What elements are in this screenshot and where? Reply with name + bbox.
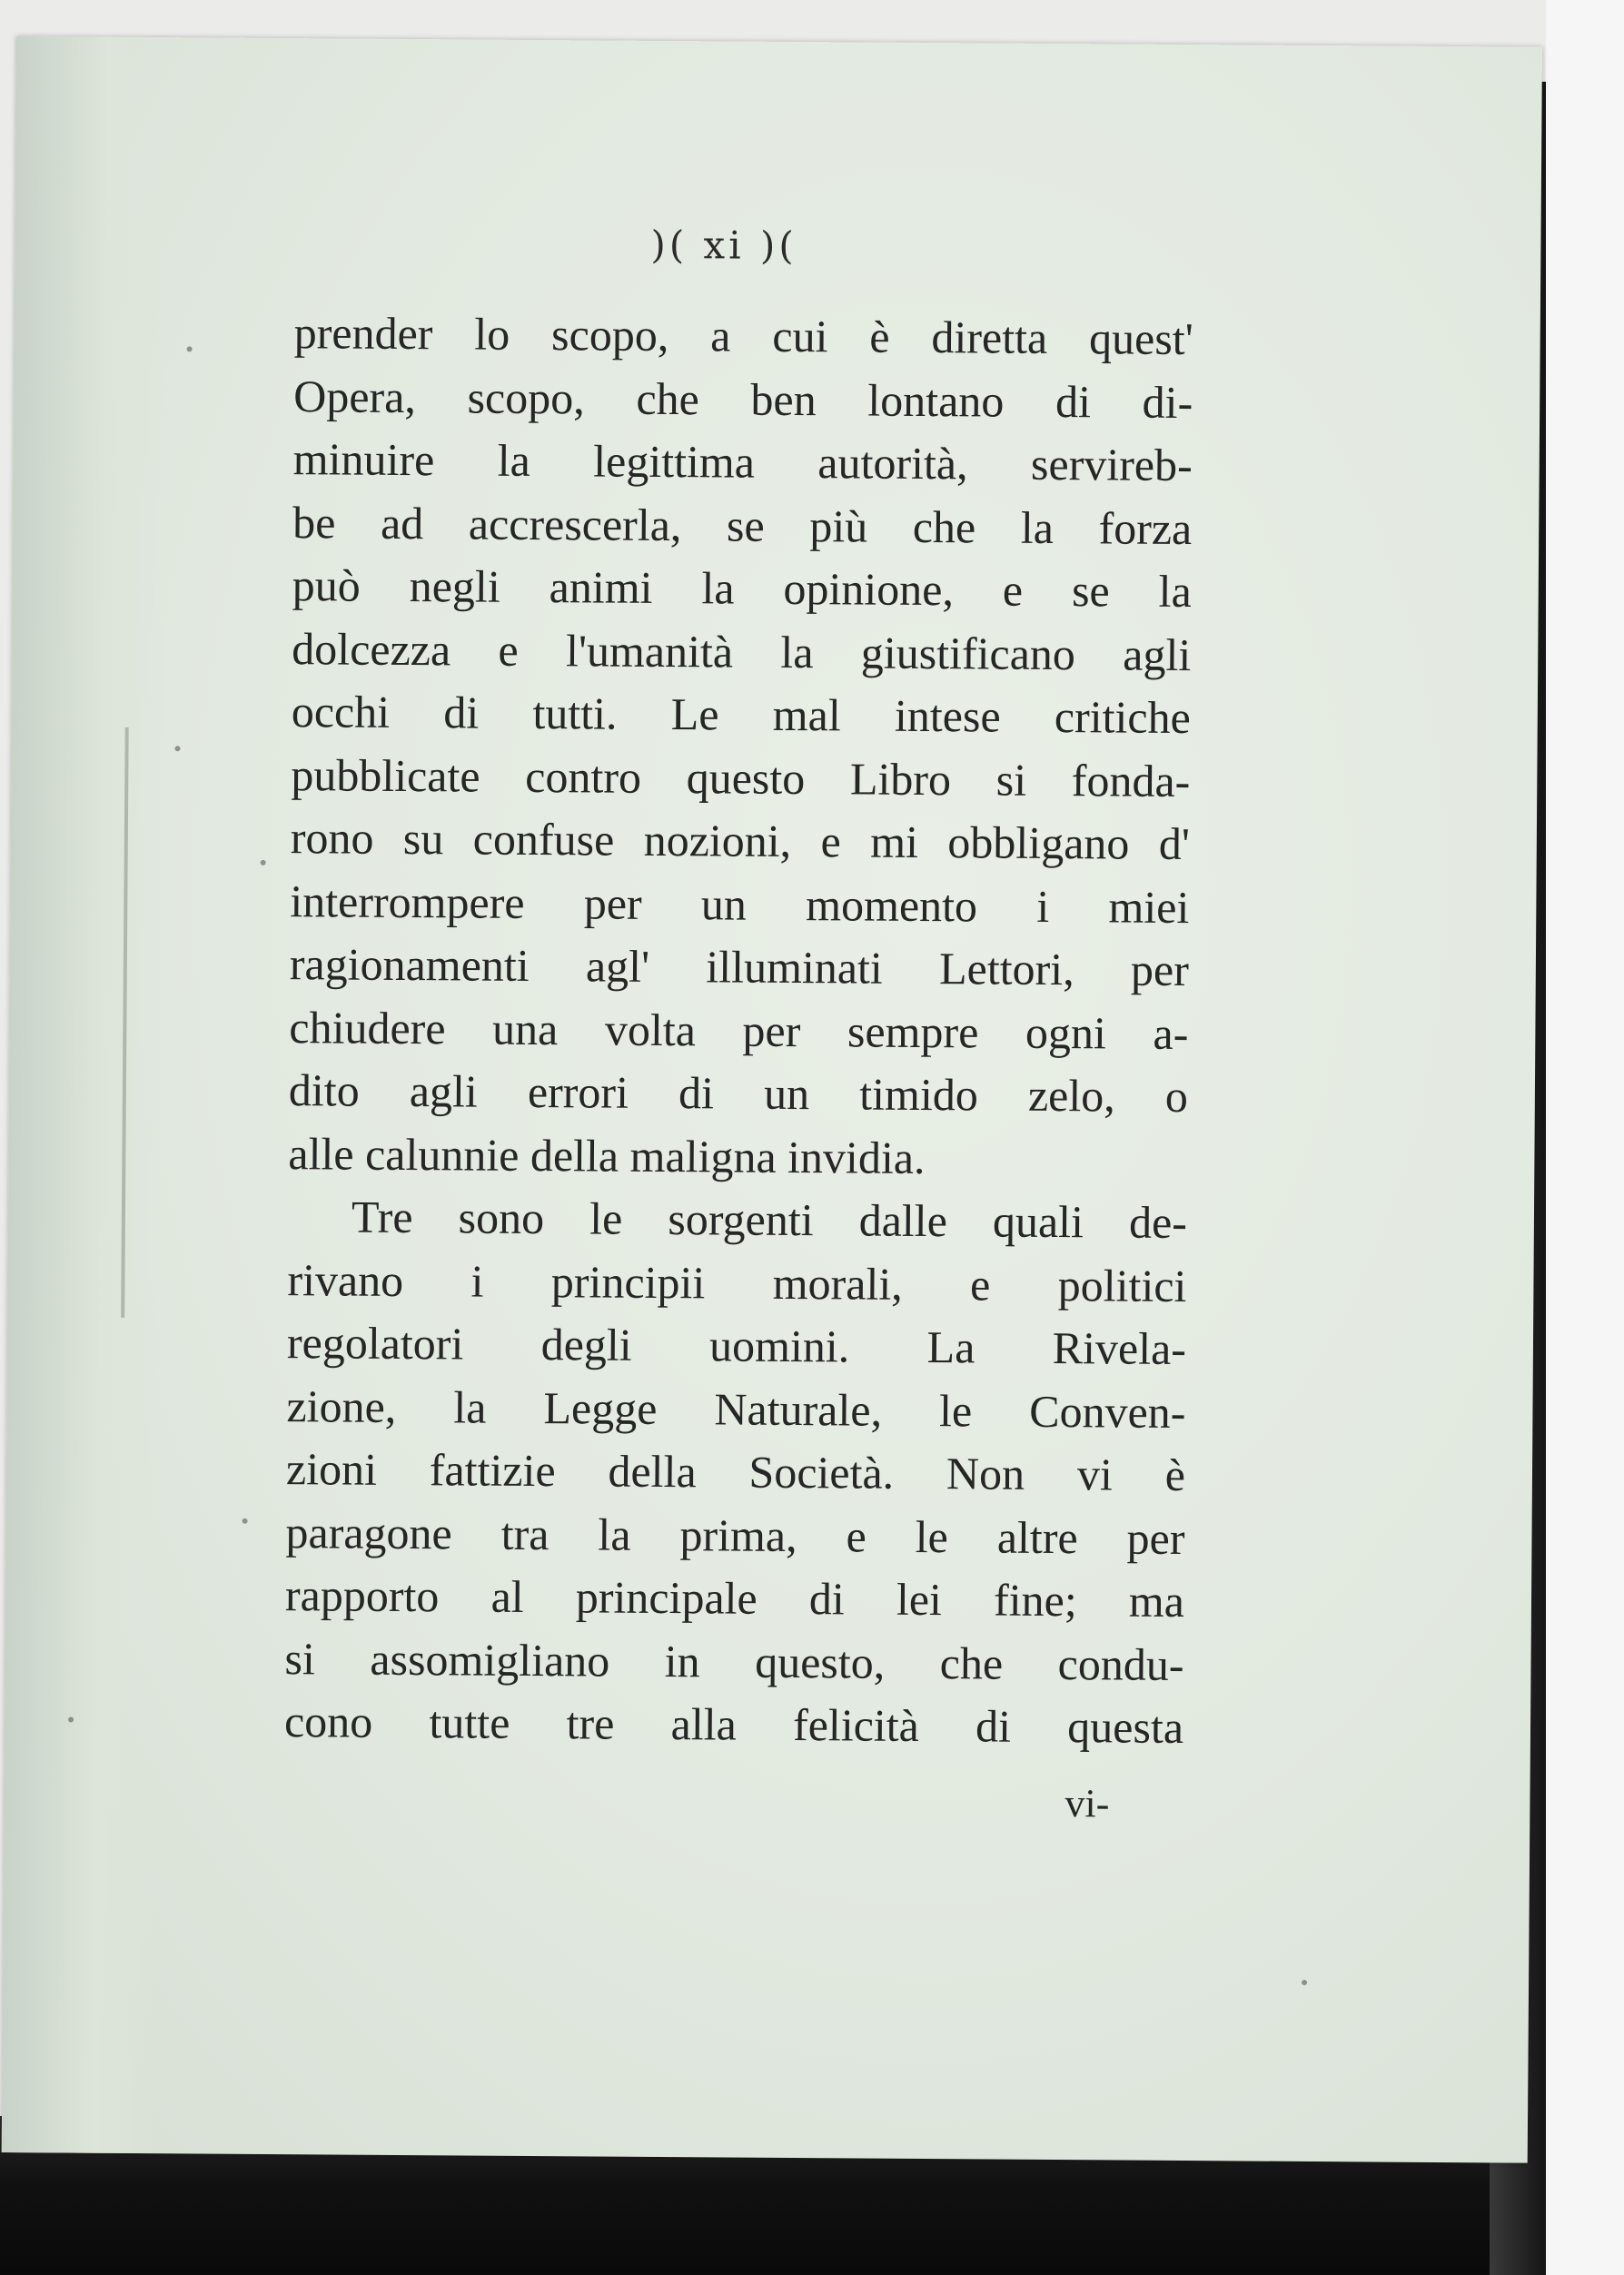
text-line: minuire la legittima autorità, servireb- [292,433,1193,491]
paper-speck [175,746,181,751]
paper-speck [243,1518,248,1524]
text-line: rono su confuse nozioni, e mi obbligano d' [290,812,1191,870]
text-line: Tre sono le sorgenti dalle quali de- [351,1191,1188,1249]
text-line: paragone tra la prima, e le altre per [285,1506,1185,1564]
text-line: ragionamenti agl' illuminati Lettori, per [289,938,1190,996]
paper-speck [68,1716,74,1722]
catchword: vi- [1065,1781,1110,1826]
book-page [2,36,1542,2163]
text-line: regolatori degli uomini. La Rivela- [286,1317,1187,1375]
text-line: zione, la Legge Naturale, le Conven- [286,1380,1186,1438]
paper-speck [261,860,266,865]
page-gutter [2,36,171,2153]
page-body-text [284,302,1193,1759]
text-line: interrompere per un momento i miei [290,875,1190,933]
scan-margin-right [1546,0,1624,2275]
text-line: Opera, scopo, che ben lontano di di- [293,370,1193,428]
text-line: prender lo scopo, a cui è diretta quest' [293,307,1193,365]
text-line: be ad accrescerla, se più che la forza [292,496,1193,554]
text-line: si assomigliano in questo, che condu- [284,1632,1184,1690]
text-line: dito agli errori di un timido zelo, o [288,1064,1189,1123]
paper-speck [1302,1980,1307,1985]
text-line: alle calunnie della maligna invidia. [288,1127,926,1183]
text-line: cono tutte tre alla felicità di questa [283,1696,1184,1754]
text-line: chiudere una volta per sempre ogni a- [289,1001,1189,1059]
text-line: rapporto al principale di lei fine; ma [284,1569,1185,1627]
text-line: dolcezza e l'umanità la giustificano agli [292,622,1192,680]
text-line: rivano i principii morali, e politici [287,1253,1187,1311]
text-line: occhi di tutti. Le mal intese critiche [291,686,1191,744]
text-line: zioni fattizie della Società. Non vi è [285,1443,1186,1501]
paper-speck [187,346,193,351]
page-header: )( xi )( [650,222,797,269]
text-line: può negli animi la opinione, e se la [292,559,1192,618]
text-line: pubblicate contro questo Libro si fonda- [291,748,1191,806]
